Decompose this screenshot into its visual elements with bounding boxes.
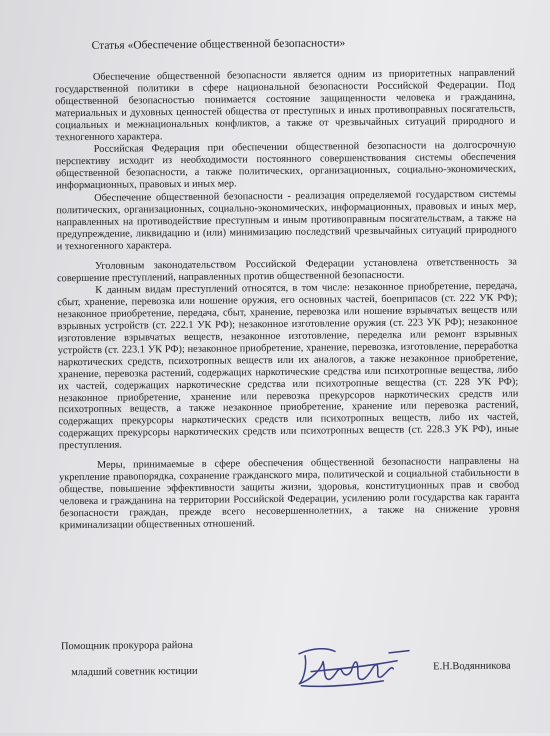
paragraph-6: Меры, принимаемые в сфере обеспечения общественной безопасности направлены на укрепление правопорядка, сохранение гражданского мира, политической и социальной стабильности в обществе, повышение эффективности защиты жизни, здоровья, конституционных прав и свобод человека и гражданина на территории Российской Федерации, усилению роли государства как гаранта безопасности граждан, прежде всего несовершеннолетних, а также на снижение уровня криминализации общественных отношений. bbox=[59, 455, 520, 531]
position-line-2: младший советник юстиции bbox=[71, 665, 198, 679]
paragraph-5: К данным видам преступлений относятся, в том числе: незаконное приобретение, передача, сбыт, хранение, перевозка или ношение оружия, его основных частей, боеприпасов (ст. 222 УК РФ); незаконное приобретение, передача, сбыт, хранение, перевозка или ношение взрывчатых веществ или взрывных устройств (ст. 222.1 УК РФ); незаконное изготовление оружия (ст. 223 УК РФ); незаконное изготовление взрывчатых веществ, незаконное изготовление, переделка или ремонт взрывных устройств (ст. 223.1 УК РФ); незаконное приобретение, хранение, перевозка, изготовление, переработка наркотических средств, психотропных веществ или их аналогов, а также незаконное приобретение, хранение, перевозка растений, содержащих наркотические средства или психотропные вещества, либо их частей, содержащих наркотические средства или психотропные вещества (ст. 228 УК РФ); незаконное приобретение, хранение или перевозка прекурсоров наркотических средств или психотропных веществ, а также незаконное приобретение, хранение или перевозка растений, содержащих прекурсоры наркотических средств или психотропных веществ, либо их частей, содержащих прекурсоры наркотических средств или психотропных веществ (ст. 228.3 УК РФ), иные преступления. bbox=[57, 280, 519, 452]
document-title: Статья «Обеспечение общественной безопасности» bbox=[91, 37, 346, 52]
paragraph-3: Обеспечение общественной безопасности - реализация определяемой государством системы политических, организационных, социально-экономических, информационных, правовых и иных мер, направленных на противодействие преступным и иным противоправным посягательствам, а также на предупреждение, ликвидацию и (или) минимизацию последствий чрезвычайных ситуаций природного и техногенного характера. bbox=[56, 188, 517, 252]
paragraph-4: Уголовным законодательством Российской Федерации установлена ответственность за совершение преступлений, направленных против общественной безопасности. bbox=[57, 256, 517, 284]
document-body bbox=[55, 67, 520, 532]
signatory-position bbox=[61, 638, 281, 680]
handwritten-signature bbox=[293, 639, 414, 695]
paragraph-2: Российская Федерация при обеспечении общественной безопасности на долгосрочную перспективу исходит из необходимости постоянного совершенствования системы обеспечения общественной безопасности, а также политических, организационных, социально-экономических, информационных, правовых и иных мер. bbox=[55, 139, 517, 192]
position-line-1: Помощник прокурора района bbox=[60, 639, 193, 653]
paragraph-1: Обеспечение общественной безопасности является одним из приоритетных направлений государственной политики в сфере национальной безопасности Российской Федерации. Под общественной безопасностью понимается состояние защищенности человека и гражданина, материальных и духовных ценностей общества от преступных и иных противоправных посягательств, социальных и межнациональных конфликтов, а также от чрезвычайных ситуаций природного и техногенного характера. bbox=[55, 67, 516, 143]
signatory-name: Е.Н.Водянникова bbox=[433, 660, 511, 673]
